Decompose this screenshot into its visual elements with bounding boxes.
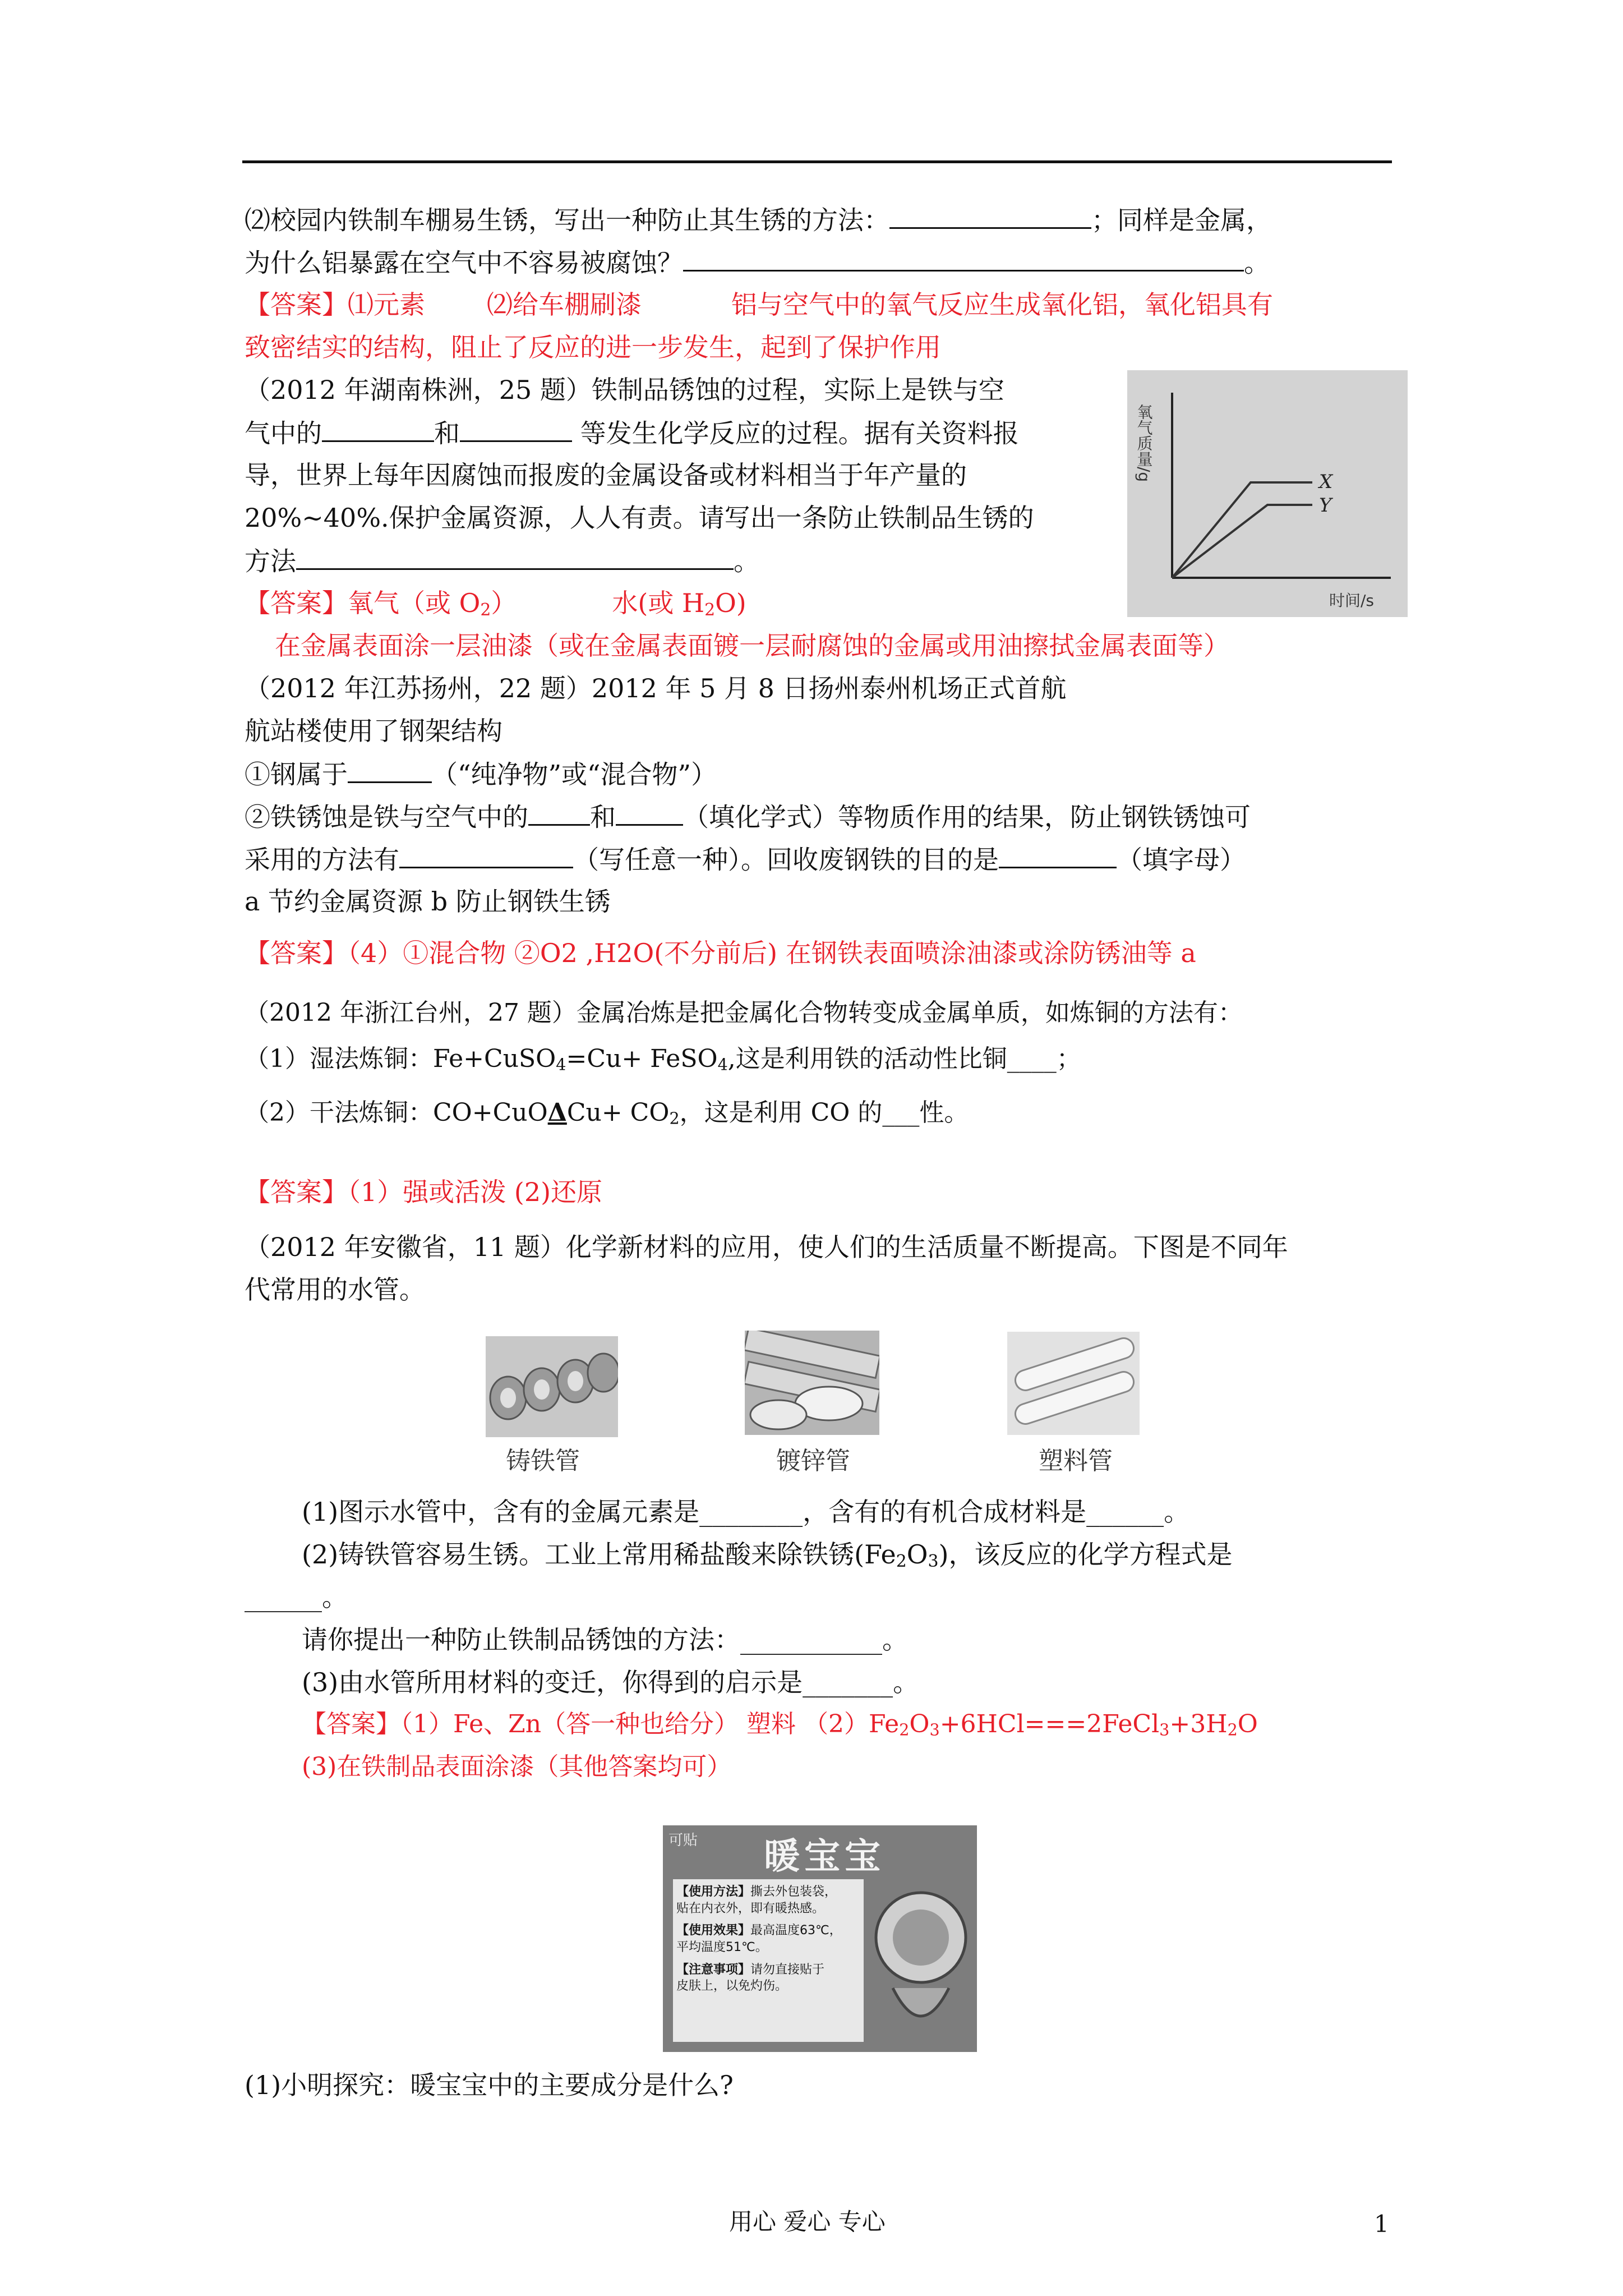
answer-label: 【答案】 xyxy=(245,588,348,618)
q-yangzhou-line3 xyxy=(245,758,717,790)
answer-blank[interactable] xyxy=(889,204,1091,229)
header-rule xyxy=(242,160,1392,163)
answer-blank[interactable] xyxy=(616,801,683,826)
text: )，该反应的化学方程式是 xyxy=(938,1539,1233,1570)
answer-blank[interactable] xyxy=(999,844,1117,868)
subscript: 2 xyxy=(899,1720,910,1740)
subscript: 3 xyxy=(928,1551,939,1571)
text: ,这是利用铁的活动性比铜____； xyxy=(727,1045,1081,1073)
cast-iron-pipe-image xyxy=(486,1336,618,1437)
q-zhuzhou-line1: （2012 年湖南株洲，25 题）铁制品锈蚀的过程，实际上是铁与空 xyxy=(245,375,1004,405)
notice-text: 请勿直接贴于 xyxy=(750,1962,825,1977)
q-zhuzhou-line5 xyxy=(245,545,759,577)
text: ①钢属于 xyxy=(245,759,348,790)
pipe-svg xyxy=(486,1336,618,1437)
answer-blank[interactable] xyxy=(399,844,573,868)
x-axis-label: 时间/s xyxy=(1329,591,1375,610)
q-zhuzhou-line2 xyxy=(245,417,1019,449)
q-anhui-line2: 代常用的水管。 xyxy=(245,1274,425,1305)
answer-blank[interactable] xyxy=(322,417,434,442)
text: （2）干法炼铜：CO+CuO xyxy=(245,1098,548,1127)
text: （填化学式）等物质作用的结果，防止钢铁锈蚀可 xyxy=(683,802,1251,832)
q-taizhou-line1: （2012 年浙江台州，27 题）金属冶炼是把金属化合物转变成金属单质，如炼铜的方法有： xyxy=(245,999,1243,1027)
q-yangzhou-line2: 航站楼使用了钢架结构 xyxy=(245,716,502,746)
nuanbaobao-package-image xyxy=(663,1825,977,2052)
q-taizhou-line2 xyxy=(245,1045,1081,1074)
subscript: 2 xyxy=(669,1108,680,1128)
q-anhui-line1: （2012 年安徽省，11 题）化学新材料的应用，使人们的生活质量不断提高。下图是不同年 xyxy=(245,1232,1288,1262)
text: ②铁锈蚀是铁与空气中的 xyxy=(245,802,528,832)
answer-text: O xyxy=(909,1710,930,1738)
subscript: 2 xyxy=(896,1551,907,1571)
oxygen-mass-graph xyxy=(1127,370,1408,617)
caption-cast-iron: 铸铁管 xyxy=(506,1447,580,1475)
q-zhuzhou-line3: 导，世界上每年因腐蚀而报废的金属设备或材料相当于年产量的 xyxy=(245,460,967,490)
text: ；同样是金属， xyxy=(1091,205,1272,236)
usage-tag: 【使用方法】 xyxy=(676,1885,751,1899)
graph-svg xyxy=(1127,370,1408,617)
text: 为什么铝暴露在空气中不容易被腐蚀？ xyxy=(245,247,683,278)
q-anhui-sub2 xyxy=(302,1539,1232,1572)
subscript: 2 xyxy=(1227,1720,1238,1740)
text: ⑵校园内铁制车棚易生锈，写出一种防止其生锈的方法： xyxy=(245,205,889,236)
answer-blank[interactable] xyxy=(460,417,572,442)
q-anhui-answer-line2: (3)在铁制品表面涂漆（其他答案均可） xyxy=(302,1752,732,1781)
q-yangzhou-line5 xyxy=(245,844,1246,876)
effect-text: 最高温度63℃， xyxy=(750,1924,842,1938)
subscript: 4 xyxy=(717,1055,728,1074)
subscript: 3 xyxy=(929,1720,940,1740)
caption-plastic: 塑料管 xyxy=(1039,1447,1113,1475)
q-zhuzhou-answer-line2: 在金属表面涂一层油漆（或在金属表面镀一层耐腐蚀的金属或用油擦拭金属表面等） xyxy=(275,631,1229,661)
q-yangzhou-line1: （2012 年江苏扬州，22 题）2012 年 5 月 8 日扬州泰州机场正式首航 xyxy=(245,673,1067,703)
page-number: 1 xyxy=(1374,2210,1389,2238)
answer-text: 铝与空气中的氧气反应生成氧化铝，氧化铝具有 xyxy=(731,289,1273,320)
q-campus-line2 xyxy=(245,247,1270,279)
text: =Cu+ FeSO xyxy=(566,1045,718,1073)
answer-blank[interactable] xyxy=(683,247,1244,272)
q-yangzhou-answer: 【答案】（4）①混合物 ②O2 ,H2O(不分前后) 在钢铁表面喷涂油漆或涂防锈油等 a xyxy=(245,938,1196,968)
q-anhui-sub1: (1)图示水管中，含有的金属元素是________，含有的有机合成材料是______。 xyxy=(302,1497,1190,1527)
notice-text-2: 皮肤上，以免灼伤。 xyxy=(676,1979,788,1994)
q-anhui-sub2-line3: 请你提出一种防止铁制品锈蚀的方法：___________。 xyxy=(302,1625,908,1655)
q-yangzhou-options: a 节约金属资源 b 防止钢铁生锈 xyxy=(245,886,611,917)
footer-slogan: 用心 爱心 专心 xyxy=(729,2208,886,2235)
effect-tag: 【使用效果】 xyxy=(676,1924,751,1938)
text: Cu+ CO xyxy=(566,1098,670,1127)
q-anhui-sub2-line2: ______。 xyxy=(245,1582,348,1612)
text: 。 xyxy=(1244,247,1270,278)
q-taizhou-line3 xyxy=(245,1098,969,1128)
answer-label: 【答案】 xyxy=(245,289,348,320)
nuanbaobao-small-label: 可贴 xyxy=(668,1832,698,1849)
notice-tag: 【注意事项】 xyxy=(676,1962,751,1977)
answer-text: 水(或 H xyxy=(612,588,705,618)
text: 采用的方法有 xyxy=(245,844,399,875)
usage-text-2: 贴在内衣外，即有暖热感。 xyxy=(676,1901,825,1916)
q-last-line: (1)小明探究：暖宝宝中的主要成分是什么? xyxy=(245,2070,734,2100)
q-anhui-answer xyxy=(302,1710,1258,1740)
usage-text: 撕去外包装袋， xyxy=(750,1885,837,1899)
answer-text: ⑵给车棚刷漆 xyxy=(487,289,642,320)
galvanized-pipe-image xyxy=(745,1331,879,1435)
answer-text: 氧气（或 O xyxy=(348,588,481,618)
text: 。 xyxy=(734,546,759,577)
plastic-pipe-image xyxy=(1007,1332,1140,1435)
q-campus-answer-line2: 致密结实的结构，阻止了反应的进一步发生，起到了保护作用 xyxy=(245,332,941,362)
answer-text: ） xyxy=(491,588,517,618)
subscript: 2 xyxy=(704,600,716,620)
q-campus-answer xyxy=(245,289,1273,320)
answer-text: O) xyxy=(715,588,746,618)
text: O xyxy=(906,1539,928,1570)
delta-symbol: Δ xyxy=(547,1098,567,1127)
pipe-svg xyxy=(745,1331,879,1435)
nuanbaobao-mascot-graphic xyxy=(870,1876,971,2044)
answer-blank[interactable] xyxy=(348,758,432,783)
pipe-svg xyxy=(1007,1332,1140,1435)
text: 和 xyxy=(590,802,616,832)
text: (2)铸铁管容易生锈。工业上常用稀盐酸来除铁锈(Fe xyxy=(302,1539,896,1570)
subscript: 2 xyxy=(480,600,491,620)
q-campus-line1 xyxy=(245,204,1272,236)
subscript: 3 xyxy=(1159,1720,1170,1740)
text: ，这是利用 CO 的___性。 xyxy=(679,1098,969,1127)
text: 等发生化学反应的过程。据有关资料报 xyxy=(580,418,1019,449)
subscript: 4 xyxy=(556,1055,566,1074)
text: （填字母） xyxy=(1117,844,1246,875)
text: 方法 xyxy=(245,546,296,577)
q-zhuzhou-answer xyxy=(245,588,746,620)
q-taizhou-answer: 【答案】（1）强或活泼 (2)还原 xyxy=(245,1177,603,1207)
answer-blank[interactable] xyxy=(528,801,590,826)
y-axis-label: 氧气质量/g xyxy=(1135,404,1154,482)
q-yangzhou-line4 xyxy=(245,801,1251,833)
answer-text: 【答案】（1）Fe、Zn（答一种也给分） 塑料 （2）Fe xyxy=(302,1710,900,1738)
text: （写任意一种）。回收废钢铁的目的是 xyxy=(573,844,999,875)
answer-blank[interactable] xyxy=(296,545,734,570)
nuanbaobao-brand: 暖宝宝 xyxy=(764,1836,885,1878)
answer-text: ⑴元素 xyxy=(348,289,425,320)
series-x-label: X xyxy=(1319,471,1333,493)
answer-text: O xyxy=(1237,1710,1258,1738)
q-anhui-sub3: (3)由水管所用材料的变迁，你得到的启示是_______。 xyxy=(302,1667,919,1697)
text: 和 xyxy=(434,418,460,449)
answer-text: +3H xyxy=(1169,1710,1228,1738)
caption-galvanized: 镀锌管 xyxy=(776,1447,850,1475)
series-y-label: Y xyxy=(1319,494,1332,517)
text: 气中的 xyxy=(245,418,322,449)
q-zhuzhou-line4: 20%~40%.保护金属资源，人人有责。请写出一条防止铁制品生锈的 xyxy=(245,503,1034,533)
text: （1）湿法炼铜：Fe+CuSO xyxy=(245,1045,556,1073)
effect-text-2: 平均温度51℃。 xyxy=(676,1940,768,1955)
answer-text: +6HCl===2FeCl xyxy=(939,1710,1160,1738)
text: （“纯净物”或“混合物”） xyxy=(432,759,717,790)
